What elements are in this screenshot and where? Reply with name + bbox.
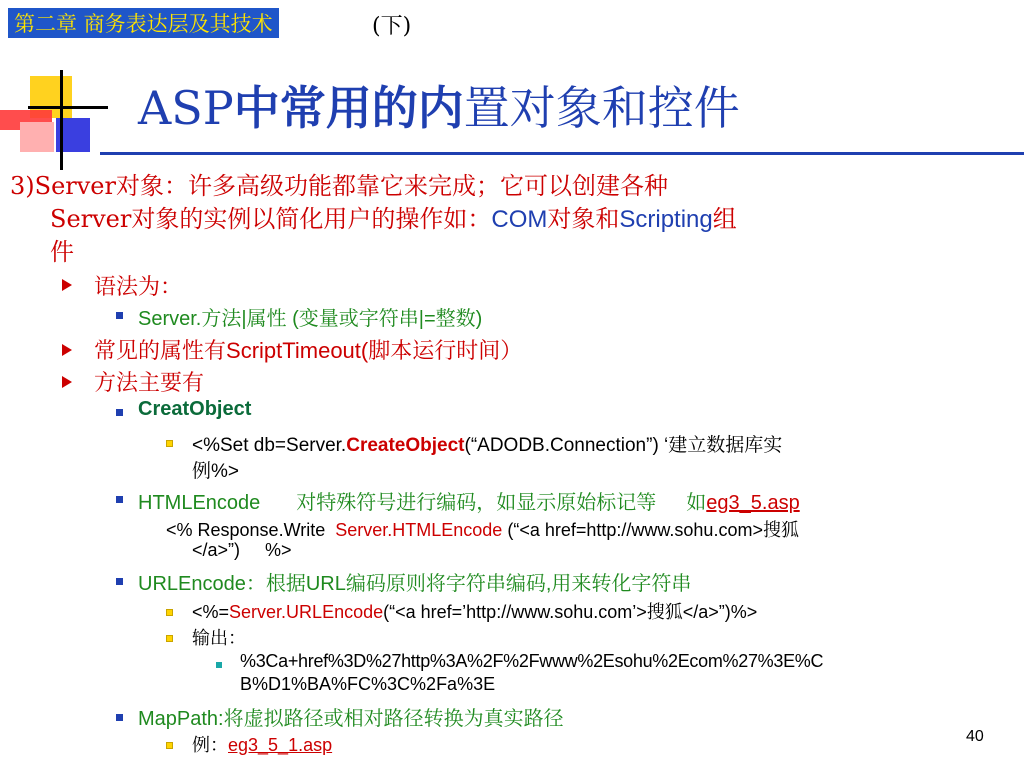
creatobject-code-line-1: <%Set db=Server.CreateObject(“ADODB.Connection”) ‘建立数据库实 <box>192 435 783 456</box>
urlencode-output-line-1: %3Ca+href%3D%27http%3A%2F%2Fwww%2Esohu%2Ecom%27%3E%C <box>240 651 824 671</box>
chapter-banner <box>8 8 279 38</box>
square-bullet-icon <box>116 496 123 503</box>
syntax-label: 语法为： <box>94 275 183 300</box>
arrow-bullet-icon <box>62 376 72 388</box>
htmlencode-code-line-1: <% Response.Write Server.HTMLEncode (“<a href=http://www.sohu.com>搜狐 <box>166 520 799 540</box>
title-part-asp: ASP <box>138 81 234 135</box>
square-bullet-icon <box>166 609 173 616</box>
chapter-title: 第二章 商务表达层及其技术 <box>14 12 273 36</box>
urlencode-output-line-2: B%D1%BA%FC%3C%2Fa%3E <box>240 674 496 694</box>
methods-label: 方法主要有 <box>94 371 205 396</box>
creatobject-code-line-2: 例%> <box>192 461 239 482</box>
arrow-bullet-icon <box>62 344 72 356</box>
property-line: 常见的属性有ScriptTimeout(脚本运行时间） <box>94 338 523 364</box>
chapter-suffix: (下) <box>372 14 412 39</box>
creatobject-heading: CreatObject <box>138 398 252 420</box>
decorative-logo <box>0 60 110 170</box>
square-bullet-icon <box>216 662 222 668</box>
syntax-value: Server.方法|属性 (变量或字符串|=整数) <box>138 308 483 330</box>
intro-line-2: Server对象的实例以简化用户的操作如：COM对象和Scripting组 <box>50 205 737 233</box>
slide-title <box>138 72 740 138</box>
urlencode-output-label: 输出： <box>192 628 246 649</box>
urlencode-heading: URLEncode：根据URL编码原则将字符串编码,用来转化字符串 <box>138 573 692 595</box>
arrow-bullet-icon <box>62 279 72 291</box>
eg3-5-link[interactable]: eg3_5.asp <box>706 492 800 514</box>
square-bullet-icon <box>116 714 123 721</box>
square-bullet-icon <box>166 742 173 749</box>
square-bullet-icon <box>166 635 173 642</box>
eg3-5-1-link[interactable]: eg3_5_1.asp <box>228 735 333 755</box>
htmlencode-line: HTMLEncode 对特殊符号进行编码，如显示原始标记等 如eg3_5.asp <box>138 492 800 514</box>
title-part-bold: 中常用的内 <box>233 81 464 135</box>
square-bullet-icon <box>116 409 123 416</box>
mappath-example: 例：eg3_5_1.asp <box>192 735 333 756</box>
intro-line-3: 件 <box>50 238 74 266</box>
square-bullet-icon <box>116 312 123 319</box>
square-bullet-icon <box>166 440 173 447</box>
page-number: 40 <box>966 728 984 745</box>
intro-line-1: 3)Server对象：许多高级功能都靠它来完成；它可以创建各种 <box>10 172 668 200</box>
urlencode-code-line: <%=Server.URLEncode(“<a href=’http://www.sohu.com’>搜狐</a>”)%> <box>192 602 758 622</box>
square-bullet-icon <box>116 578 123 585</box>
title-part-normal: 置对象和控件 <box>463 81 740 135</box>
title-divider <box>100 152 1024 155</box>
htmlencode-code-line-2: </a>”) %> <box>192 540 292 560</box>
mappath-heading: MapPath:将虚拟路径或相对路径转换为真实路径 <box>138 708 564 730</box>
